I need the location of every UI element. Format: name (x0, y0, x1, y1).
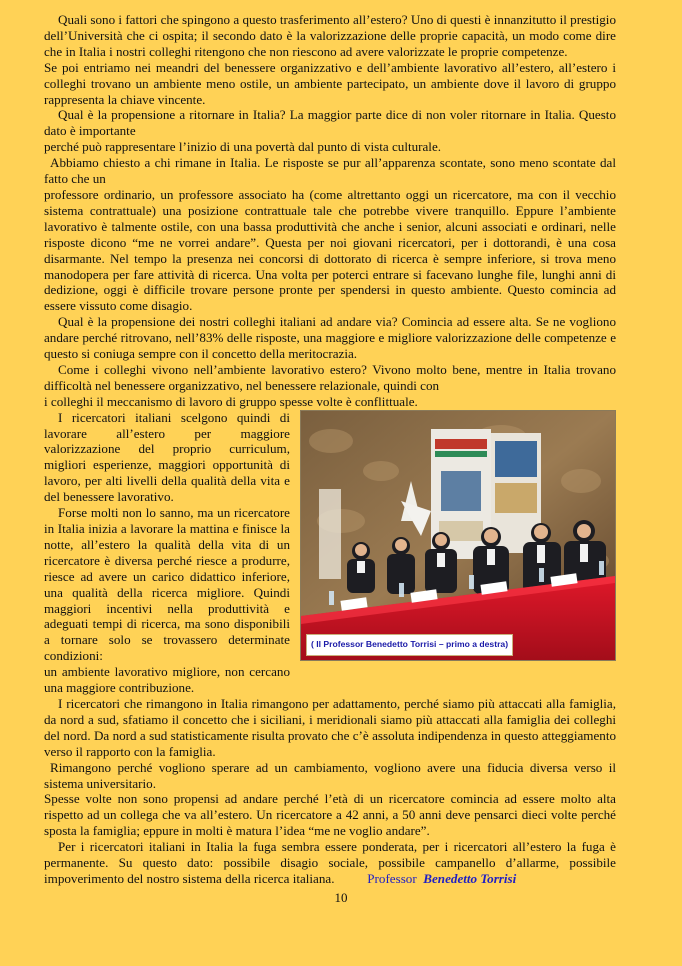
paragraph (44, 839, 616, 887)
paragraph: perché può rappresentare l’inizio di una povertà dal punto di vista culturale. (44, 139, 442, 155)
paragraph: Rimangono perché vogliono sperare ad un cambiamento, vogliono avere una fiducia diversa verso il sistema universitario. (44, 759, 616, 791)
photo-caption: ( Il Professor Benedetto Torrisi – primo a destra) (306, 634, 513, 656)
conference-photo (300, 410, 616, 661)
paragraph: Abbiamo chiesto a chi rimane in Italia. Le risposte se pur all’apparenza scontate, sono meno scontate dal fatto che un (44, 155, 616, 187)
paragraph: Forse molti non lo sanno, ma un ricercatore in Italia inizia a lavorare la mattina e finisce la notte, all’estero la qualità della vita di un ricercatore è diversa perché riesce a produrre, riesce ad avere un carico didattico inferiore, una qualità della ricerca migliore. Quindi maggiori incentivi nella produttività e adeguati tempi di ricerca, ma sono disponibili a tornare solo se trovassero determinate condizioni: (44, 505, 290, 664)
conference-photo-image (301, 411, 615, 660)
paragraph: Spesse volte non sono propensi ad andare perché l’età di un ricercatore comincia ad essere molto alta rispetto ad un collega che va all’estero. Un ricercatore a 42 anni, a 50 anni deve pensarci dieci volte perché sposta la famiglia; eppure in molti è matura l’idea “me ne voglio andare”. (44, 791, 616, 839)
paragraph: professore ordinario, un professore associato ha (come altrettanto oggi un ricercatore, ma con il vecchio sistema contrattuale) una posizione contrattuale tale che potrebbe vivere tranquillo. Eppure l’ambiente lavorativo è talmente ostile, con una bassa produttività che anche i senior, alcuni associati e ordinari, nelle risposte dicono “me ne vorrei andare”. Questa per noi giovani ricercatori, per i dottorandi, è una cosa disarmante. Nel tempo la presenza nei concorsi di dottorato di ricerca è sempre inferiore, si trova meno manodopera per fare attività di ricerca. Una volta per poterci entrare si facevano lunghe file, lunghi anni di dedizione, oggi è difficile trovare persone pronte per spendersi in questo ambiente. Questo comincia ad essere vissuto come disagio. (44, 186, 616, 314)
paragraph: I ricercatori che rimangono in Italia rimangono per adattamento, perché siamo più attaccati alla famiglia, da nord a sud, sfatiamo il concetto che i siciliani, i meridionali siamo più attaccati alla famiglia dei colleghi del nord. Da nord a sud statisticamente risulta provato che c’è assoluta indipendenza in questo atteggiamento verso il rapporto con la famiglia. (44, 695, 616, 759)
paragraph: i colleghi il meccanismo di lavoro di gruppo spesse volte è conflittuale. (44, 393, 418, 409)
paragraph: un ambiente lavorativo migliore, non cercano una maggiore contribuzione. (44, 664, 290, 696)
paragraph: Come i colleghi vivono nell’ambiente lavorativo estero? Vivono molto bene, mentre in Italia trovano difficoltà nel benessere organizzativo, nel benessere relazionale, quindi con (44, 361, 616, 393)
paragraph: Se poi entriamo nei meandri del benessere organizzativo e dell’ambiente lavorativo all’estero, all’estero i colleghi trovano un ambiente meno ostile, un ambiente partecipato, un ambiente dove il lavoro di gruppo rappresenta la chiave vincente. (44, 59, 616, 107)
paragraph: Qual è la propensione a ritornare in Italia? La maggior parte dice di non voler ritornare in Italia. Questo dato è importante (44, 107, 616, 139)
page-number: 10 (334, 890, 348, 905)
signature-title: Professor (367, 870, 417, 886)
signature-name: Benedetto Torrisi (423, 870, 517, 886)
article-body (44, 12, 616, 887)
closing-text: Per i ricercatori italiani in Italia la fuga sembra essere ponderata, per i ricercatori all’estero la fuga è permanente. Su questo dato: possibile disagio sociale, possibile campanello d’allarme, possibile impoverimento del nostro sistema della ricerca italiana. (44, 839, 616, 886)
author-signature (367, 871, 516, 886)
paragraph: I ricercatori italiani scelgono quindi di lavorare all’estero per maggiore valorizzazione del proprio curriculum, migliori esperienze, maggiori opportunità di lavoro, per alti livelli della qualità della vita e del benessere lavorativo. (44, 409, 290, 505)
paragraph: Quali sono i fattori che spingono a questo trasferimento all’estero? Uno di questi è innanzitutto il prestigio dell’Università che ci ospita; il secondo dato è la valorizzazione delle proprie capacità, un modo come dire che in Italia i nostri colleghi ritengono che non riescono ad avere valorizzate le proprie competenze. (44, 12, 616, 59)
paragraph: Qual è la propensione dei nostri colleghi italiani ad andare via? Comincia ad essere alta. Se ne vogliono andare perché ritrovano, nell’83% delle risposte, una maggiore e migliore valorizzazione delle competenze e questo si coniuga sempre con il concetto della meritocrazia. (44, 314, 616, 362)
